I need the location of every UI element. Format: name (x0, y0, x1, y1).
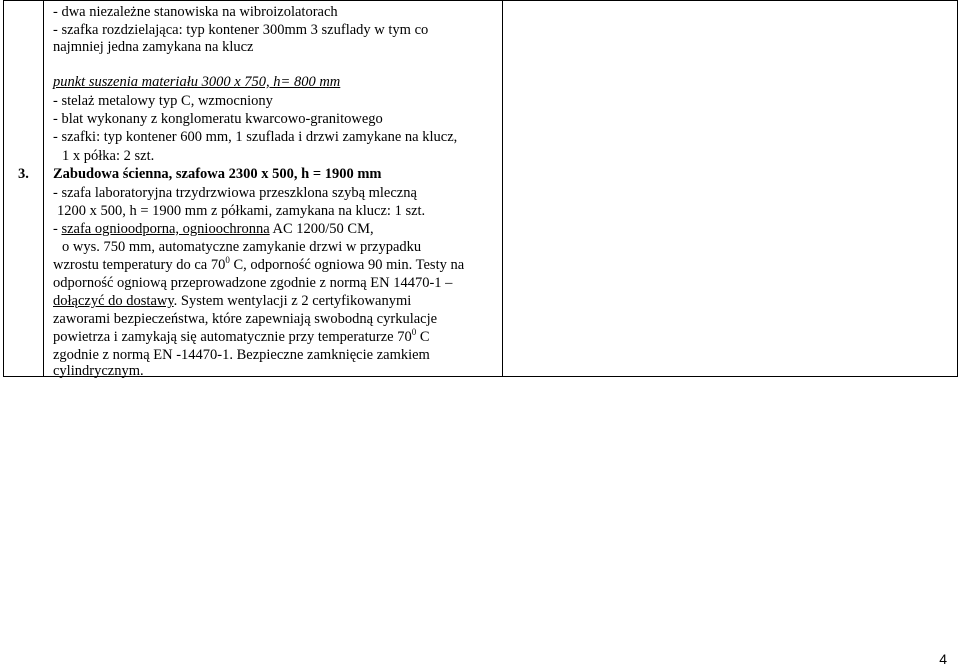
empty-column-cell (503, 1, 958, 377)
item-line-1: - szafa laboratoryjna trzydrzwiowa przeszklona szybą mleczną (53, 185, 417, 201)
item-line-5-b: C, odporność ogniowa 90 min. Testy na (229, 257, 465, 273)
intro-line-3: najmniej jedna zamykana na klucz (53, 39, 254, 55)
drying-point-heading: punkt suszenia materiału 3000 x 750, h= 800 mm (53, 74, 341, 90)
item-line-3-prefix: - (53, 221, 62, 237)
item-line-4: o wys. 750 mm, automatyczne zamykanie drzwi w przypadku (62, 239, 422, 255)
item-line-2: 1200 x 500, h = 1900 mm z półkami, zamykana na klucz: 1 szt. (57, 203, 426, 219)
item-line-3-underlined: szafa ognioodporna, ognioochronna (61, 221, 270, 237)
item-line-7 (53, 292, 411, 310)
drying-point-line-4: 1 x półka: 2 szt. (62, 148, 155, 164)
item-number: 3. (18, 166, 29, 182)
intro-line-2: - szafka rozdzielająca: typ kontener 300mm 3 szuflady w tym co (53, 22, 429, 38)
item-line-5-a: wzrostu temperatury do ca 70 (53, 257, 226, 273)
item-line-8: zaworami bezpieczeństwa, które zapewniają swobodną cyrkulacje (53, 311, 438, 327)
degree-superscript: 0 (225, 255, 230, 265)
page-number: 4 (939, 651, 947, 667)
item-line-9-b: C (416, 329, 430, 345)
item-line-5 (53, 256, 464, 274)
item-line-3 (53, 220, 374, 238)
item-line-7-underlined: dołączyć do dostawy (53, 293, 174, 309)
item-line-7-rest: . System wentylacji z 2 certyfikowanymi (173, 293, 412, 309)
item-line-10: zgodnie z normą EN -14470-1. Bezpieczne zamknięcie zamkiem (53, 347, 430, 363)
item-line-9 (53, 328, 430, 346)
item-line-9-a: powietrza i zamykają się automatycznie przy temperaturze 70 (53, 329, 412, 345)
number-column-cell (4, 1, 44, 377)
intro-line-1: - dwa niezależne stanowiska na wibroizolatorach (53, 4, 338, 20)
item-line-6: odporność ogniową przeprowadzone zgodnie z normą EN 14470-1 – (53, 275, 453, 291)
degree-superscript: 0 (411, 327, 417, 337)
item-line-11: cylindrycznym. (53, 363, 144, 379)
drying-point-line-3: - szafki: typ kontener 600 mm, 1 szuflada i drzwi zamykane na klucz, (53, 129, 458, 145)
item-title: Zabudowa ścienna, szafowa 2300 x 500, h = 1900 mm (53, 166, 382, 182)
drying-point-line-2: - blat wykonany z konglomeratu kwarcowo-granitowego (53, 111, 383, 127)
item-line-3-suffix: AC 1200/50 CM, (269, 221, 374, 237)
drying-point-line-1: - stelaż metalowy typ C, wzmocniony (53, 93, 273, 109)
